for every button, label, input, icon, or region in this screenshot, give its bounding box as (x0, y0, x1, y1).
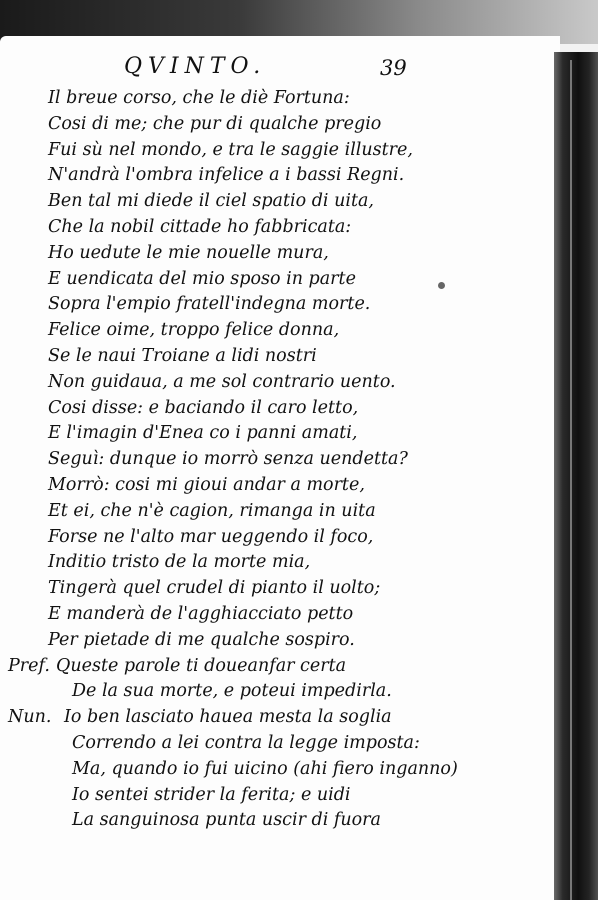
page-number: 39 (380, 56, 407, 80)
verse-line-text: Ho uedute le mie nouelle mura, (48, 242, 329, 263)
verse-line (0, 396, 560, 422)
verse-line (0, 447, 560, 473)
verse-line-text: Ma, quando io fui uicino (ahi fiero inganno) (72, 758, 458, 779)
binding-line (570, 60, 572, 900)
verse-line-text: Ben tal mi diede il ciel spatio di uita, (48, 191, 374, 212)
speaker-label: Pref. (8, 655, 50, 676)
verse-line (0, 731, 560, 757)
verse-text (0, 86, 560, 834)
verse-line-text: Morrò: cosi mi gioui andar a morte, (48, 474, 365, 495)
verse-line (0, 267, 560, 293)
verse-line-text: Se le naui Troiane a lidi nostri (48, 345, 317, 366)
book-binding-edge (554, 52, 598, 900)
verse-line-text: Non guidaua, a me sol contrario uento. (48, 371, 396, 392)
verse-line-text: Che la nobil cittade ho fabbricata: (48, 216, 352, 237)
verse-line-text: De la sua morte, e poteui impedirla. (72, 681, 392, 702)
verse-line-text: Felice oime, troppo felice donna, (48, 320, 340, 341)
verse-line-text: Per pietade di me qualche sospiro. (48, 629, 355, 650)
verse-line-text: Seguì: dunque io morrò senza uendetta? (48, 449, 408, 470)
verse-line (0, 525, 560, 551)
verse-line-text: Inditio tristo de la morte mia, (48, 552, 311, 573)
verse-line (0, 602, 560, 628)
verse-line-text: Correndo a lei contra la legge imposta: (72, 732, 420, 753)
verse-line-text: Queste parole ti doueanfar certa (56, 655, 347, 676)
verse-line (0, 679, 560, 705)
verse-line (0, 473, 560, 499)
verse-line (0, 86, 560, 112)
verse-line-text: N'andrà l'ombra infelice a i bassi Regni. (48, 165, 405, 186)
verse-line (0, 550, 560, 576)
verse-line-text: E manderà de l'agghiacciato petto (48, 603, 354, 624)
verse-line (0, 783, 560, 809)
verse-line (0, 499, 560, 525)
verse-line-text: E l'imagin d'Enea co i panni amati, (48, 423, 358, 444)
verse-line-text: Cosi disse: e baciando il caro letto, (48, 397, 359, 418)
verse-line-text: Et ei, che n'è cagion, rimanga in uita (48, 500, 376, 521)
verse-line-text: Forse ne l'alto mar ueggendo il foco, (48, 526, 374, 547)
verse-line (0, 344, 560, 370)
verse-line (0, 163, 560, 189)
verse-line (0, 705, 560, 731)
verse-line (0, 370, 560, 396)
page-header (0, 54, 560, 84)
verse-line (0, 215, 560, 241)
verse-line (0, 138, 560, 164)
verse-line-text: La sanguinosa punta uscir di fuora (72, 810, 381, 831)
verse-line (0, 112, 560, 138)
verse-line-text: Fui sù nel mondo, e tra le saggie illustre, (48, 139, 413, 160)
verse-line (0, 189, 560, 215)
verse-line-text: Io sentei strider la ferita; e uidi (72, 784, 351, 805)
verse-line (0, 421, 560, 447)
speaker-label: Nun. (8, 707, 52, 728)
verse-line-text: Il breue corso, che le diè Fortuna: (48, 88, 350, 108)
verse-line (0, 628, 560, 654)
verse-line (0, 808, 560, 834)
verse-line-text: Tingerà quel crudel di pianto il uolto; (48, 578, 381, 599)
verse-line (0, 241, 560, 267)
verse-line-text: Io ben lasciato hauea mesta la soglia (64, 707, 392, 728)
verse-line (0, 654, 560, 680)
running-head: QVINTO. (124, 54, 267, 79)
verse-line (0, 292, 560, 318)
verse-line-text: Sopra l'empio fratell'indegna morte. (48, 294, 371, 315)
verse-line (0, 576, 560, 602)
verse-line-text: Cosi di me; che pur di qualche pregio (48, 113, 382, 134)
verse-line (0, 757, 560, 783)
verse-line (0, 318, 560, 344)
verse-line-text: E uendicata del mio sposo in parte (48, 268, 356, 289)
